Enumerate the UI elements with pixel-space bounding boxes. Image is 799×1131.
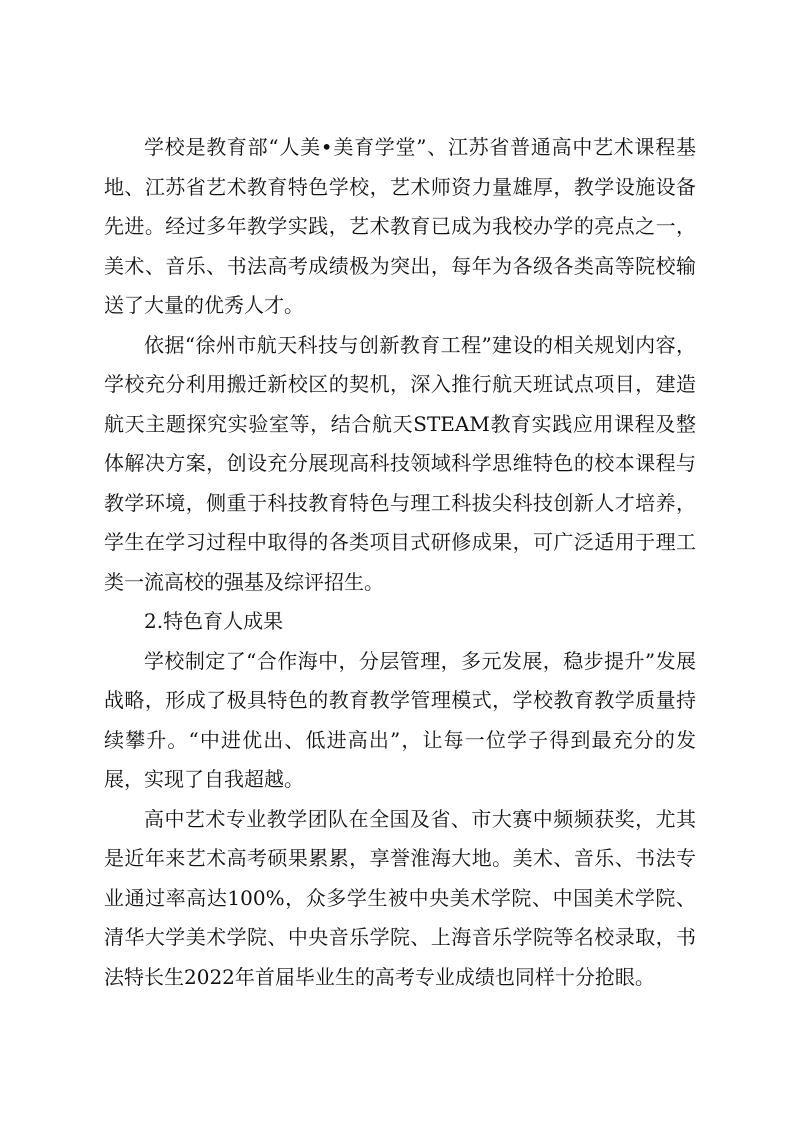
section-heading: 2.特色育人成果 [144,609,284,633]
document-body [104,128,696,997]
paragraph-aerospace-education: 依据“徐州市航天科技与创新教育工程”建设的相关规划内容，学校充分利用搬迁新校区的契机，深入推行航天班试点项目，建造航天主题探究实验室等，结合航天STEAM教育实践应用课程及整体解决方案，创设充分展现高科技领域科学思维特色的校本课程与教学环境，侧重于科技教育特色与理工科拔尖科技创新人才培养，学生在学习过程中取得的各类项目式研修成果，可广泛适用于理工类一流高校的强基及综评招生。 [104,332,696,594]
paragraph-art-achievements: 高中艺术专业教学团队在全国及省、市大赛中频频获奖，尤其是近年来艺术高考硕果累累，享誉淮海大地。美术、音乐、书法专业通过率高达100%，众多学生被中央美术学院、中国美术学院、清华大学美术学院、中央音乐学院、上海音乐学院等名校录取，书法特长生2022年首届毕业生的高考专业成绩也同样十分抢眼。 [104,806,696,989]
paragraph-development-strategy: 学校制定了“合作海中，分层管理，多元发展，稳步提升”发展战略，形成了极具特色的教育教学管理模式，学校教育教学质量持续攀升。“中进优出、低进高出”，让每一位学子得到最充分的发展，实现了自我超越。 [104,648,696,791]
paragraph-art-education: 学校是教育部“人美•美育学堂”、江苏省普通高中艺术课程基地、江苏省艺术教育特色学校，艺术师资力量雄厚，教学设施设备先进。经过多年教学实践，艺术教育已成为我校办学的亮点之一，美术、音乐、书法高考成绩极为突出，每年为各级各类高等院校输送了大量的优秀人才。 [104,135,696,317]
